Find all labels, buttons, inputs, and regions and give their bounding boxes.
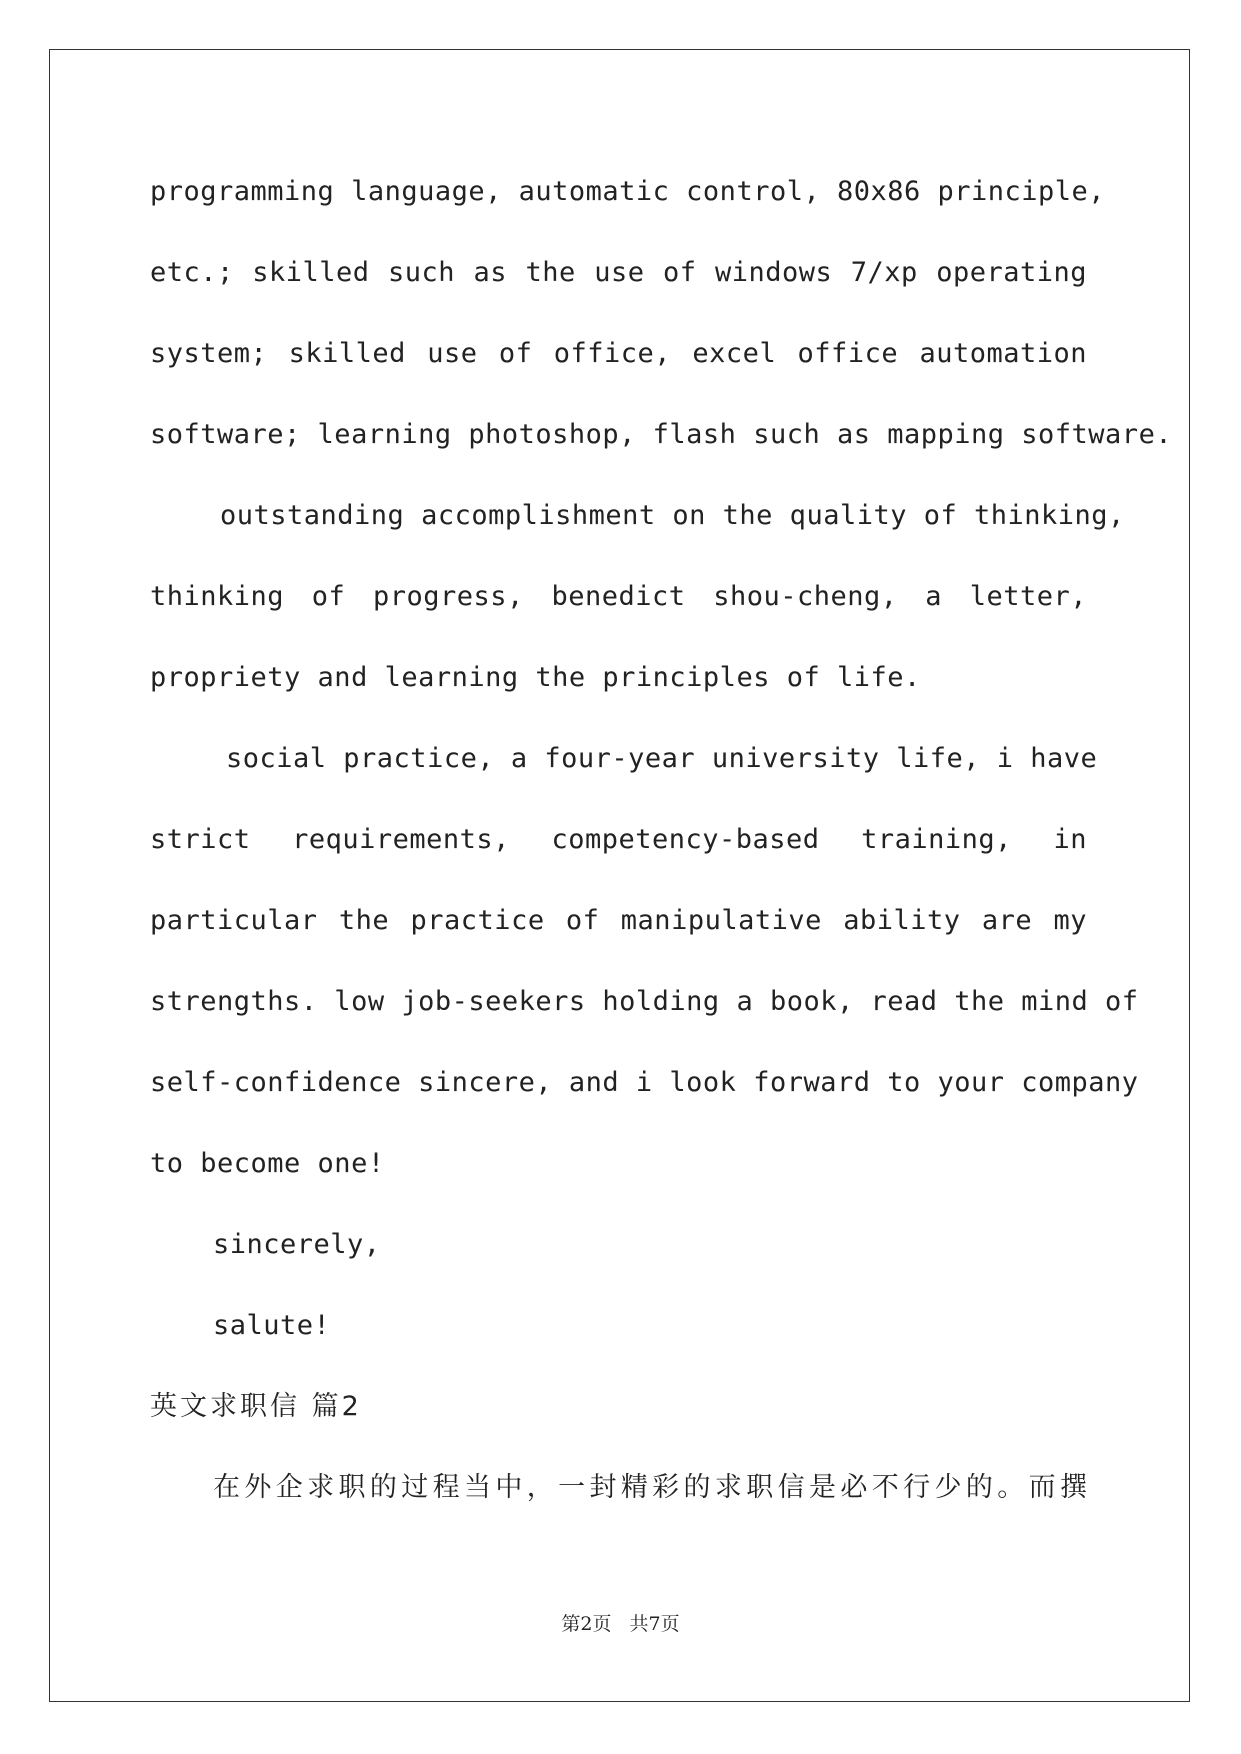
page-border <box>49 49 1190 1702</box>
text-line: etc.; skilled such as the use of windows 7/xp operating <box>150 257 1087 288</box>
page-total: 共7页 <box>629 1613 680 1635</box>
paragraph-first-line: 在外企求职的过程当中，一封精彩的求职信是必不行少的。而撰 <box>213 1472 1087 1503</box>
text-line: strict requirements, competency-based training, in <box>150 824 1087 855</box>
page-number: 第2页 <box>561 1613 612 1635</box>
text-line: strengths. low job-seekers holding a book, read the mind of <box>150 986 1139 1017</box>
text-line: thinking of progress, benedict shou-cheng, a letter, <box>150 581 1087 612</box>
section-heading: 英文求职信 篇2 <box>150 1391 362 1422</box>
text-line: software; learning photoshop, flash such as mapping software. <box>150 419 1173 450</box>
text-line: propriety and learning the principles of life. <box>150 662 921 693</box>
closing-line: sincerely, <box>213 1229 381 1260</box>
text-line: to become one! <box>150 1148 385 1179</box>
paragraph-first-line: social practice, a four-year university life, i have <box>226 743 1098 774</box>
closing-line: salute! <box>213 1310 331 1341</box>
paragraph-first-line: outstanding accomplishment on the quality of thinking, <box>220 500 1125 531</box>
page-footer <box>0 1612 1241 1636</box>
text-line: particular the practice of manipulative ability are my <box>150 905 1087 936</box>
text-line: self-confidence sincere, and i look forward to your company <box>150 1067 1139 1098</box>
text-line: system; skilled use of office, excel office automation <box>150 338 1087 369</box>
text-line: programming language, automatic control, 80x86 principle, <box>150 176 1106 207</box>
